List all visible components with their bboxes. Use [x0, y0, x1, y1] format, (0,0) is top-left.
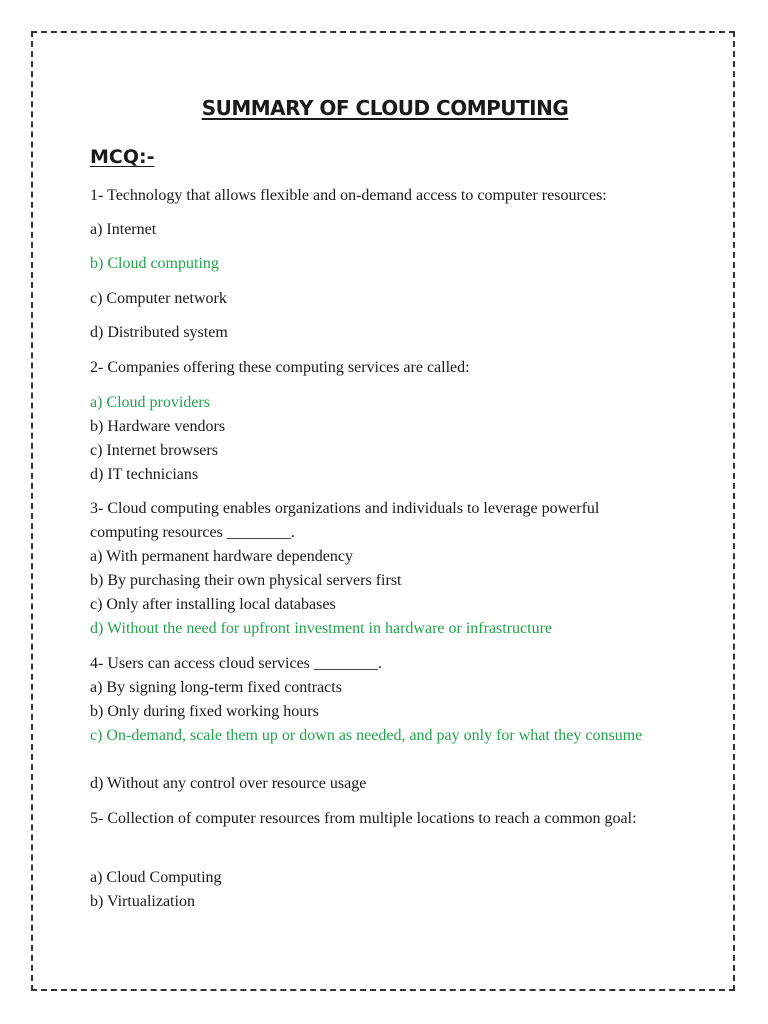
q1-option-d: d) Distributed system: [90, 324, 228, 341]
q3-option-b: b) By purchasing their own physical servers first: [90, 572, 402, 589]
q1-option-a: a) Internet: [90, 221, 157, 238]
q2-option-a-correct: a) Cloud providers: [90, 394, 210, 411]
document-title: SUMMARY OF CLOUD COMPUTING: [201, 96, 569, 120]
question-3: 3- Cloud computing enables organizations and individuals to leverage powerful computing resources ________.: [90, 500, 600, 541]
q5-option-b: b) Virtualization: [90, 893, 195, 910]
question-1: 1- Technology that allows flexible and on-demand access to computer resources:: [90, 187, 607, 204]
q3-option-a: a) With permanent hardware dependency: [90, 548, 353, 565]
question-5: 5- Collection of computer resources from multiple locations to reach a common goal:: [90, 810, 637, 827]
q1-option-c: c) Computer network: [90, 290, 227, 307]
q4-option-d: d) Without any control over resource usage: [90, 775, 367, 792]
section-heading: MCQ:-: [90, 146, 155, 168]
q4-option-a: a) By signing long-term fixed contracts: [90, 679, 342, 696]
q4-option-b: b) Only during fixed working hours: [90, 703, 319, 720]
q3-option-c: c) Only after installing local databases: [90, 596, 336, 613]
q1-option-b-correct: b) Cloud computing: [90, 255, 219, 272]
q3-option-d-correct: d) Without the need for upfront investment in hardware or infrastructure: [90, 620, 553, 637]
q5-option-a: a) Cloud Computing: [90, 869, 222, 886]
q2-option-c: c) Internet browsers: [90, 442, 218, 459]
q2-option-d: d) IT technicians: [90, 466, 199, 483]
q2-option-b: b) Hardware vendors: [90, 418, 226, 435]
question-4: 4- Users can access cloud services ________.: [90, 655, 382, 672]
q4-option-c-correct: c) On-demand, scale them up or down as needed, and pay only for what they consume: [90, 727, 643, 744]
question-2: 2- Companies offering these computing services are called:: [90, 359, 470, 376]
